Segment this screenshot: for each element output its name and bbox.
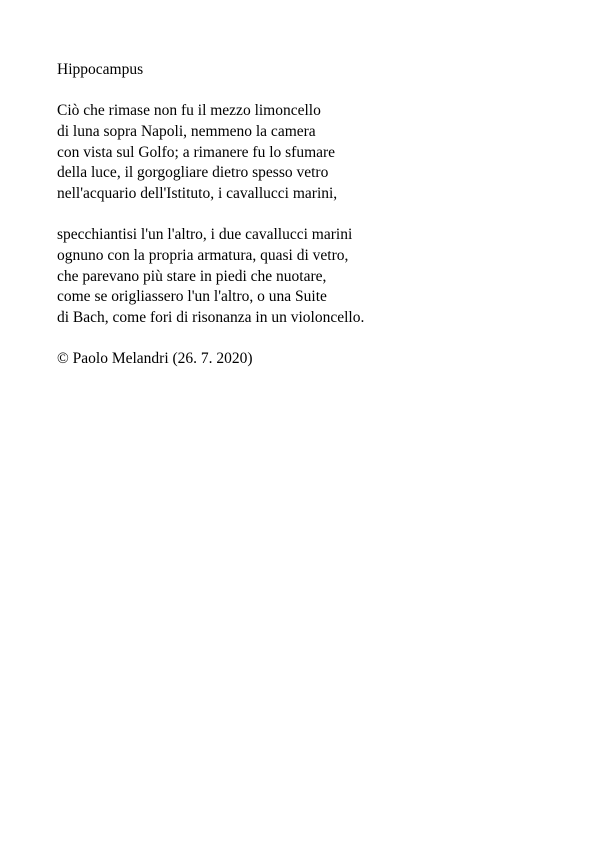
poem-line: di luna sopra Napoli, nemmeno la camera [57,122,316,140]
poem-line: Ciò che rimase non fu il mezzo limoncello [57,102,321,119]
poem-line: con vista sul Golfo; a rimanere fu lo sfumare [57,143,336,161]
poem-line: come se origliassero l'un l'altro, o una Suite [57,288,327,306]
poem-line: di Bach, come fori di risonanza in un violoncello. [57,309,365,327]
poem-line: che parevano più stare in piedi che nuotare, [57,267,327,285]
stanza-1 [57,101,557,205]
copyright-signature: © Paolo Melandri (26. 7. 2020) [57,349,253,367]
poem-line: specchiantisi l'un l'altro, i due cavallucci marini [57,225,353,243]
poem-line: nell'acquario dell'Istituto, i cavallucci marini, [57,185,338,203]
poem-body [57,60,557,369]
poem-line: ognuno con la propria armatura, quasi di vetro, [57,246,349,264]
poem-line: della luce, il gorgogliare dietro spesso vetro [57,164,329,182]
stanza-2 [57,225,557,329]
poem-title: Hippocampus [57,61,144,78]
